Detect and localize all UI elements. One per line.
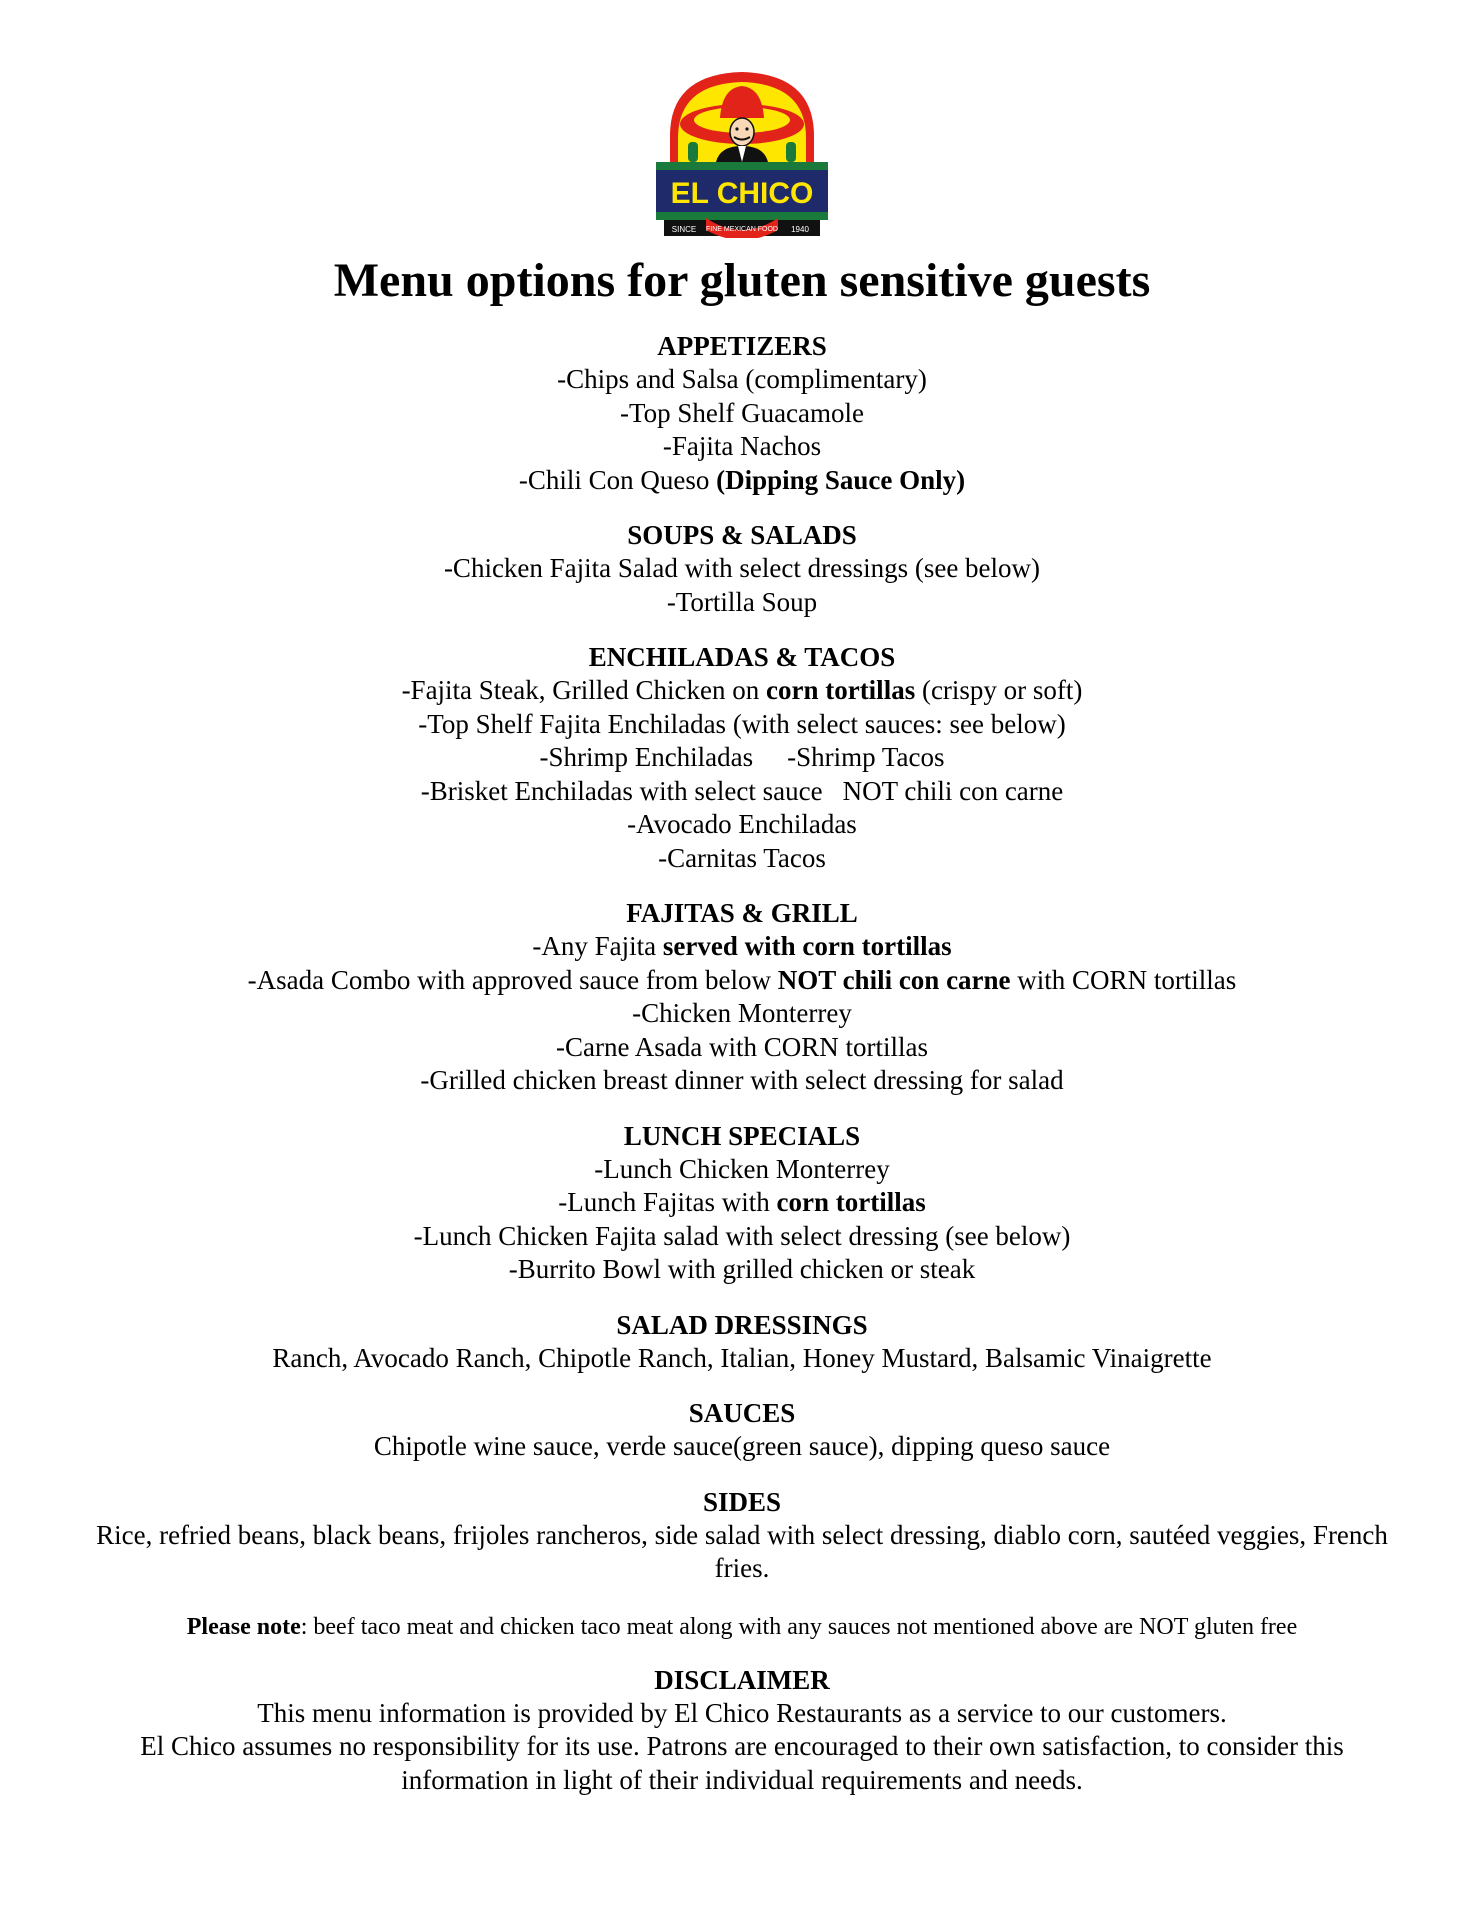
item-text: with CORN tortillas [1010,964,1237,995]
list-item: -Chicken Fajita Salad with select dressings (see below) [443,553,1041,583]
list-item [0,464,1484,498]
item-emphasis: served with corn tortillas [662,931,952,961]
note-text: : beef taco meat and chicken taco meat along with any sauces not mentioned above are NOT gluten free [300,1613,1298,1640]
logo-brand-text: EL CHICO [670,177,814,210]
list-item: -Chicken Monterrey [632,998,852,1028]
list-item: -Fajita Nachos [662,431,822,461]
disclaimer-line: This menu information is provided by El Chico Restaurants as a service to our customers. [257,1697,1227,1728]
item-emphasis: NOT chili con carne [777,964,1011,995]
lunch-specials-section [0,1120,1484,1287]
list-item: -Avocado Enchiladas [627,809,857,839]
item-text: -Chili Con Queso [518,464,717,495]
item-text: -Asada Combo with approved sauce from below [247,964,778,995]
list-item: -Lunch Chicken Monterrey [594,1153,890,1184]
sides-text: Rice, refried beans, black beans, frijoles rancheros, side salad with select dressing, diablo corn, sautéed veggies, French fries. [96,1519,1388,1583]
item-emphasis: (Dipping Sauce Only) [716,464,966,495]
list-item: -Tortilla Soup [666,586,818,617]
item-emphasis: corn tortillas [776,1187,926,1217]
item-text: -Lunch Fajitas with [558,1187,777,1217]
item-text: -Fajita Steak, Grilled Chicken on [401,675,766,705]
disclaimer-heading: DISCLAIMER [654,1664,830,1695]
sauces-section [0,1397,1484,1464]
item-text: -Shrimp Tacos [787,742,945,772]
salad-dressings-section [0,1309,1484,1376]
list-item: -Top Shelf Fajita Enchiladas (with select sauces: see below) [418,708,1066,739]
item-text: NOT chili con carne [842,775,1064,806]
sauces-text: Chipotle wine sauce, verde sauce(green sauce), dipping queso sauce [373,1431,1111,1461]
item-emphasis: corn tortillas [765,675,916,705]
item-text: -Brisket Enchiladas with select sauce [420,775,823,806]
gluten-note [0,1612,1484,1642]
list-item: -Lunch Chicken Fajita salad with select dressing (see below) [413,1220,1071,1251]
fajitas-grill-section [0,897,1484,1098]
note-label: Please note [186,1613,301,1640]
disclaimer-line: El Chico assumes no responsibility for its use. Patrons are encouraged to their own satisfaction, to consider this information in light of their individual requirements and needs. [140,1731,1344,1795]
soups-salads-heading: SOUPS & SALADS [627,520,857,550]
lunch-specials-heading: LUNCH SPECIALS [623,1120,861,1151]
salad-dressings-heading: SALAD DRESSINGS [616,1309,868,1340]
enchiladas-tacos-section [0,641,1484,875]
list-item: -Burrito Bowl with grilled chicken or steak [508,1254,976,1284]
list-item: -Chips and Salsa (complimentary) [557,364,927,394]
soups-salads-section [0,519,1484,619]
item-text: -Shrimp Enchiladas [539,742,754,772]
list-item [0,674,1484,708]
sauces-heading: SAUCES [688,1398,796,1428]
el-chico-logo [650,66,834,238]
sides-heading: SIDES [702,1486,782,1517]
list-item: -Top Shelf Guacamole [619,397,865,428]
disclaimer-section [0,1664,1484,1798]
page-title: Menu options for gluten sensitive guests [333,254,1151,307]
list-item [0,741,1484,775]
list-item: -Carne Asada with CORN tortillas [556,1031,928,1062]
appetizers-section [0,330,1484,497]
logo-since-text: SINCE [671,225,697,234]
enchiladas-tacos-heading: ENCHILADAS & TACOS [588,642,896,672]
list-item [0,930,1484,964]
logo-year-text: 1940 [791,225,809,234]
item-text: -Any Fajita [532,931,663,961]
list-item [0,1186,1484,1220]
sides-section [0,1486,1484,1586]
list-item: -Carnitas Tacos [658,842,826,873]
list-item: -Grilled chicken breast dinner with select dressing for salad [420,1065,1064,1095]
list-item [0,775,1484,809]
appetizers-heading: APPETIZERS [657,331,827,361]
logo-tagline-text: FINE MEXICAN FOOD [706,226,778,233]
dressings-text: Ranch, Avocado Ranch, Chipotle Ranch, Italian, Honey Mustard, Balsamic Vinaigrette [272,1342,1212,1373]
list-item [0,964,1484,998]
item-text: (crispy or soft) [915,675,1083,705]
fajitas-grill-heading: FAJITAS & GRILL [626,898,858,928]
